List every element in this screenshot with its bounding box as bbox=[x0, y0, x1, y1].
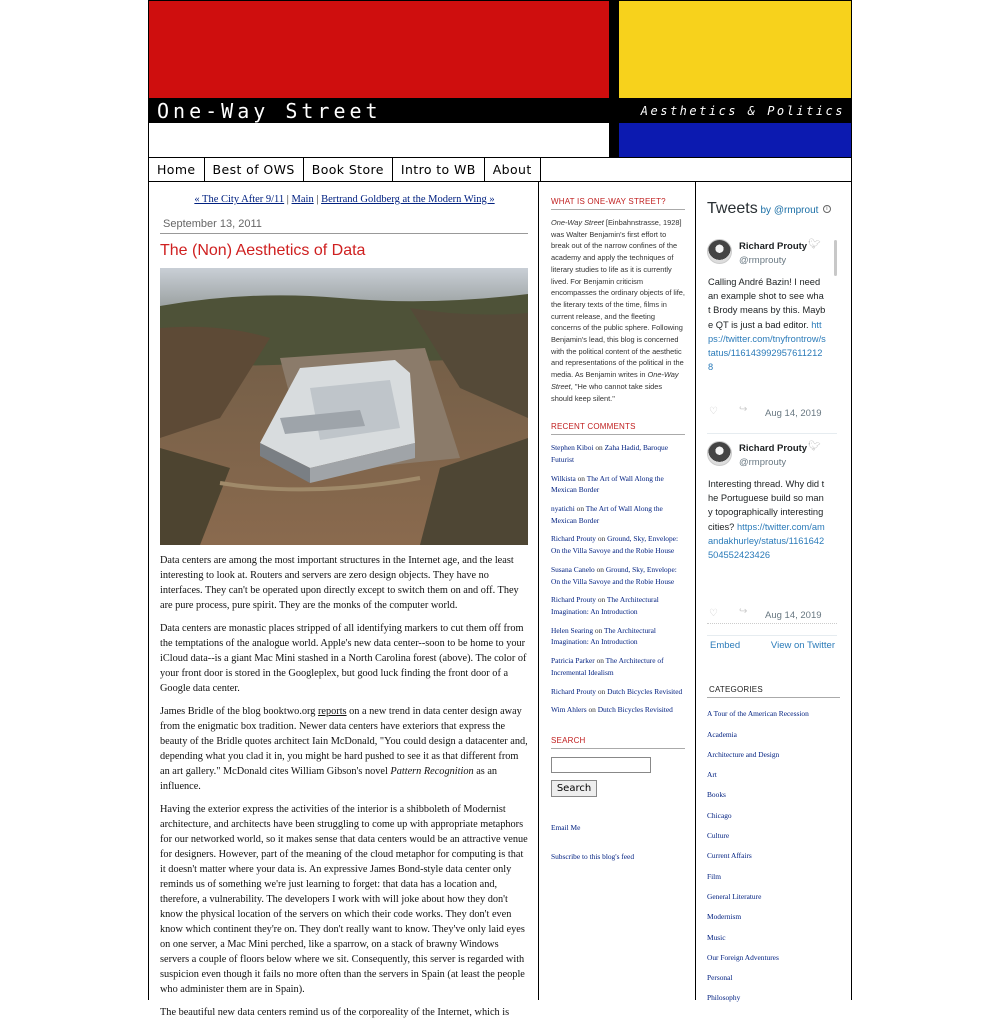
column-divider bbox=[538, 182, 539, 1000]
comment-on-text: on bbox=[594, 564, 606, 574]
categories-list bbox=[707, 709, 843, 1002]
main-nav bbox=[149, 157, 851, 182]
categories-heading: CATEGORIES bbox=[707, 685, 840, 698]
tweet[interactable] bbox=[707, 232, 837, 434]
category-link[interactable]: Personal bbox=[707, 973, 733, 983]
banner-yellow-block bbox=[619, 1, 851, 98]
share-icon[interactable]: ↪ bbox=[739, 606, 748, 617]
subscribe-feed-link[interactable]: Subscribe to this blog's feed bbox=[551, 851, 635, 861]
nav-separator: | bbox=[284, 194, 292, 205]
tweet-author-name[interactable]: Richard Prouty bbox=[739, 443, 808, 454]
search-button[interactable]: Search bbox=[551, 780, 597, 797]
recent-comment bbox=[551, 686, 685, 698]
embed-link[interactable]: Embed bbox=[710, 640, 741, 651]
comment-author-link[interactable]: Helen Searing bbox=[551, 625, 594, 635]
category-link[interactable]: Art bbox=[707, 770, 717, 780]
tweet-author-name[interactable]: Richard Prouty bbox=[739, 241, 808, 252]
comment-author-link[interactable]: Richard Prouty bbox=[551, 595, 596, 605]
post-paragraph bbox=[160, 704, 528, 794]
about-heading: WHAT IS ONE-WAY STREET? bbox=[551, 197, 685, 210]
nav-item-about[interactable]: About bbox=[485, 158, 541, 181]
comment-post-link[interactable]: Ground, Sky, Envelope: On the Villa Savoye and the Robie House bbox=[551, 534, 679, 556]
recent-comment bbox=[551, 533, 685, 556]
paragraph-text: on a new trend in data center design away from the enigmatic box tradition. Newer data centers have exteriors that express the beauty of the Bridle quotes architect Iain McDonald, "You could design a datacenter and, depending what you clad it in, you might be hard pushed to see it as that different from an art gallery." McDonald cites William Gibson's novel bbox=[160, 706, 528, 777]
recent-comment bbox=[551, 442, 685, 465]
category-link[interactable]: Philosophy bbox=[707, 993, 741, 1003]
view-on-twitter-link[interactable]: View on Twitter bbox=[770, 640, 835, 651]
tweet-body: Interesting thread. Why did the Portuguese build so many topographically interesting cities? bbox=[708, 479, 825, 532]
comment-post-link[interactable]: The Architectural Imagination: An Introduction bbox=[551, 625, 656, 647]
comment-post-link[interactable]: Dutch Bicycles Revisited bbox=[607, 686, 683, 696]
next-post-link[interactable]: Bertrand Goldberg at the Modern Wing » bbox=[321, 194, 495, 205]
comment-on-text: on bbox=[595, 686, 608, 696]
post-paragraph: Data centers are among the most important structures in the Internet age, and the least interesting to look at. Routers and servers are zero design objects. They have no interfaces. They can't be operated upon directly except to switch them on and off. They are pure process, pure spirit. They are the monks of the computer world. bbox=[160, 555, 519, 611]
recent-comment bbox=[551, 625, 685, 648]
tweets-by-prefix: by bbox=[757, 205, 774, 216]
tweet-author-handle[interactable]: @rmprouty bbox=[739, 457, 787, 468]
post-date: September 13, 2011 bbox=[160, 218, 528, 234]
avatar[interactable] bbox=[707, 441, 732, 466]
column-divider bbox=[695, 182, 696, 1000]
category-link[interactable]: A Tour of the American Recession bbox=[707, 709, 809, 719]
banner-blue-block bbox=[619, 123, 851, 157]
reports-link[interactable]: reports bbox=[317, 706, 347, 717]
about-body: [Einbahnstrasse, 1928] was Walter Benjamin's first effort to break out of the narrow confines of the academy and apply the techniques of literary studies to life as it is currently lived. For Benjamin criticism encompasses the ordinary objects of life, the literary texts of the time, films in current release, and the fleeting concerns of the public sphere. Following Benjamin's lead, this blog is concerned with the political content of the aesthetic and representations of the political in the media. As Benjamin writes in bbox=[551, 218, 685, 380]
recent-comments-heading: RECENT COMMENTS bbox=[551, 422, 685, 435]
about-text bbox=[551, 217, 685, 404]
post-paragraph: Data centers are monastic places stripped of all identifying markers to cut them off from the temptations of the analogue world. Apple's new data center--soon to be home to your iCloud data--is a giant Mac Mini stashed in a North Carolina forest (above). The color of your front door is stored in the Googleplex, but good luck finding the front door of a Google data center. bbox=[160, 623, 527, 694]
comment-on-text: on bbox=[595, 534, 608, 544]
category-link[interactable]: Academia bbox=[707, 729, 737, 739]
recent-comment bbox=[551, 704, 685, 716]
recent-comment bbox=[551, 564, 685, 587]
comment-on-text: on bbox=[593, 443, 605, 453]
comment-author-link[interactable]: Patricia Parker bbox=[551, 656, 595, 666]
comment-post-link[interactable]: Zaha Hadid, Baroque Futurist bbox=[551, 443, 669, 464]
search-heading: SEARCH bbox=[551, 736, 685, 749]
tweets-scrollbar[interactable] bbox=[834, 240, 837, 276]
category-link[interactable]: Music bbox=[707, 932, 726, 942]
nav-separator: | bbox=[313, 194, 322, 205]
tweets-scroll-area[interactable] bbox=[707, 232, 837, 624]
main-content bbox=[160, 190, 529, 1020]
recent-comment bbox=[551, 473, 685, 496]
avatar[interactable] bbox=[707, 239, 732, 264]
category-link[interactable]: Architecture and Design bbox=[707, 749, 780, 759]
paragraph-text: as an influence. bbox=[160, 766, 498, 792]
email-me-link[interactable]: Email Me bbox=[551, 822, 581, 832]
tweet-body: Calling André Bazin! I need an example shot to see what Brody means by this. Maybe QT is just a bad editor. bbox=[708, 277, 826, 330]
book-title: Pattern Recognition bbox=[390, 766, 474, 777]
tweet-date[interactable]: Aug 14, 2019 bbox=[765, 408, 822, 419]
nav-item-home[interactable]: Home bbox=[149, 158, 205, 181]
nav-item-best-of-ows[interactable]: Best of OWS bbox=[205, 158, 304, 181]
tweet-text bbox=[708, 275, 826, 374]
comment-on-text: on bbox=[594, 656, 606, 666]
site-title[interactable]: One-Way Street bbox=[157, 99, 382, 123]
tweets-title: Tweets bbox=[707, 200, 758, 217]
share-icon[interactable]: ↪ bbox=[739, 404, 748, 415]
comment-on-text: on bbox=[595, 595, 607, 605]
comment-post-link[interactable]: The Art of Wall Along the Mexican Border bbox=[551, 504, 663, 525]
comment-post-link[interactable]: Ground, Sky, Envelope: On the Villa Savoye and the Robie House bbox=[551, 564, 677, 586]
tweet-link[interactable]: https://twitter.com/amandakhurley/status/1161642504552423426 bbox=[708, 521, 825, 561]
tweet-author-handle[interactable]: @rmprouty bbox=[739, 255, 787, 266]
category-link[interactable]: Chicago bbox=[707, 810, 732, 820]
comment-author-link[interactable]: Stephen Kiboi bbox=[551, 443, 594, 453]
search-input[interactable] bbox=[551, 757, 651, 773]
comment-post-link[interactable]: Dutch Bicycles Revisited bbox=[597, 705, 673, 715]
tweets-footer bbox=[707, 640, 837, 651]
post-title[interactable]: The (Non) Aesthetics of Data bbox=[160, 242, 366, 259]
category-link[interactable]: Film bbox=[707, 871, 721, 881]
page bbox=[148, 0, 852, 1018]
category-link[interactable]: General Literature bbox=[707, 891, 762, 901]
banner-white-block bbox=[149, 123, 609, 157]
about-title-2: One-Way Street bbox=[551, 370, 679, 391]
main-link[interactable]: Main bbox=[291, 194, 314, 205]
recent-comment bbox=[551, 655, 685, 678]
tweets-by bbox=[758, 205, 819, 216]
paragraph-text: James Bridle of the blog booktwo.org bbox=[160, 706, 318, 717]
comment-on-text: on bbox=[575, 473, 587, 483]
nav-item-book-store[interactable]: Book Store bbox=[304, 158, 393, 181]
tweet[interactable] bbox=[707, 434, 837, 636]
comment-post-link[interactable]: The Architecture of Incremental Idealism bbox=[551, 656, 664, 677]
middle-sidebar bbox=[551, 197, 685, 861]
data-center-photo[interactable] bbox=[160, 268, 528, 545]
about-title: One-Way Street bbox=[551, 218, 604, 227]
category-link[interactable]: Current Affairs bbox=[707, 851, 752, 861]
comment-on-text: on bbox=[586, 705, 598, 715]
right-sidebar bbox=[707, 200, 843, 1002]
previous-post-link[interactable]: « The City After 9/11 bbox=[194, 194, 285, 205]
about-quote: , "He who cannot take sides should keep silent." bbox=[551, 381, 663, 403]
comment-author-link[interactable]: Wilkista bbox=[551, 473, 576, 483]
comment-author-link[interactable]: Richard Prouty bbox=[551, 686, 596, 696]
post-navigation bbox=[160, 190, 529, 210]
tweet-text bbox=[708, 477, 826, 562]
like-heart-icon[interactable]: ♡ bbox=[709, 406, 718, 417]
category-link[interactable]: Our Foreign Adventures bbox=[707, 952, 779, 962]
banner bbox=[149, 0, 851, 157]
comment-on-text: on bbox=[593, 625, 605, 635]
category-link[interactable]: Books bbox=[707, 790, 726, 800]
nav-item-intro-to-wb[interactable]: Intro to WB bbox=[393, 158, 485, 181]
twitter-bird-icon[interactable]: 🐦︎ bbox=[808, 441, 821, 452]
info-icon[interactable]: i bbox=[823, 205, 831, 213]
comment-author-link[interactable]: Richard Prouty bbox=[551, 534, 596, 544]
comment-author-link[interactable]: nyatichi bbox=[551, 504, 575, 514]
site-tagline: Aesthetics & Politics bbox=[640, 104, 845, 118]
tweet-link[interactable]: https://twitter.com/tnyfrontrow/status/1161439929576112128 bbox=[708, 319, 826, 373]
recent-comments-list bbox=[551, 442, 685, 716]
recent-comment bbox=[551, 503, 685, 526]
comment-post-link[interactable]: The Architectural Imagination: An Introduction bbox=[551, 595, 659, 616]
category-link[interactable]: Modernism bbox=[707, 912, 742, 922]
comment-author-link[interactable]: Wim Ahlers bbox=[551, 705, 587, 715]
comment-author-link[interactable]: Susana Canelo bbox=[551, 564, 595, 574]
comment-on-text: on bbox=[574, 504, 586, 514]
like-heart-icon[interactable]: ♡ bbox=[709, 608, 718, 619]
comment-post-link[interactable]: The Art of Wall Along the Mexican Border bbox=[551, 473, 664, 495]
tweets-header bbox=[707, 200, 837, 218]
banner-red-block bbox=[149, 1, 609, 98]
post-paragraph: The beautiful new data centers remind us of the corporeality of the Internet, which is bbox=[160, 1007, 510, 1018]
category-link[interactable]: Culture bbox=[707, 831, 730, 841]
post-paragraph: Having the exterior express the activities of the interior is a shibboleth of Modernist architecture, and architects have been struggling to come up with appropriate metaphors for our networked world, so it makes sense that data centers would be an attractive venue for designers. However, part of the meaning of the cloud metaphor for computing is that it doesn't matter where your data is. An expressive James Bond-style data center only reminds us of something we're just learning to forget: that data has a location and, therefore, a vulnerability. The developers I work with will joke about how they don't know the physical location of the servers on which their code works. They don't even know which continent they're on. They don't really want to know. They've only laid eyes on one server, a Mac Mini perched, like a sparrow, on a stack of brawny Windows servers a couple of floors below where we sit. Consequently, this server is regarded with suspicion even though it fails no more often than the servers in Spain (at least the people who administer them are in Spain). bbox=[160, 804, 528, 995]
twitter-bird-icon[interactable]: 🐦︎ bbox=[808, 239, 821, 250]
tweets-handle-link[interactable]: @rmprout bbox=[773, 205, 819, 216]
recent-comment bbox=[551, 594, 685, 617]
twitter-timeline bbox=[707, 200, 837, 665]
tweet-date[interactable]: Aug 14, 2019 bbox=[765, 610, 822, 621]
